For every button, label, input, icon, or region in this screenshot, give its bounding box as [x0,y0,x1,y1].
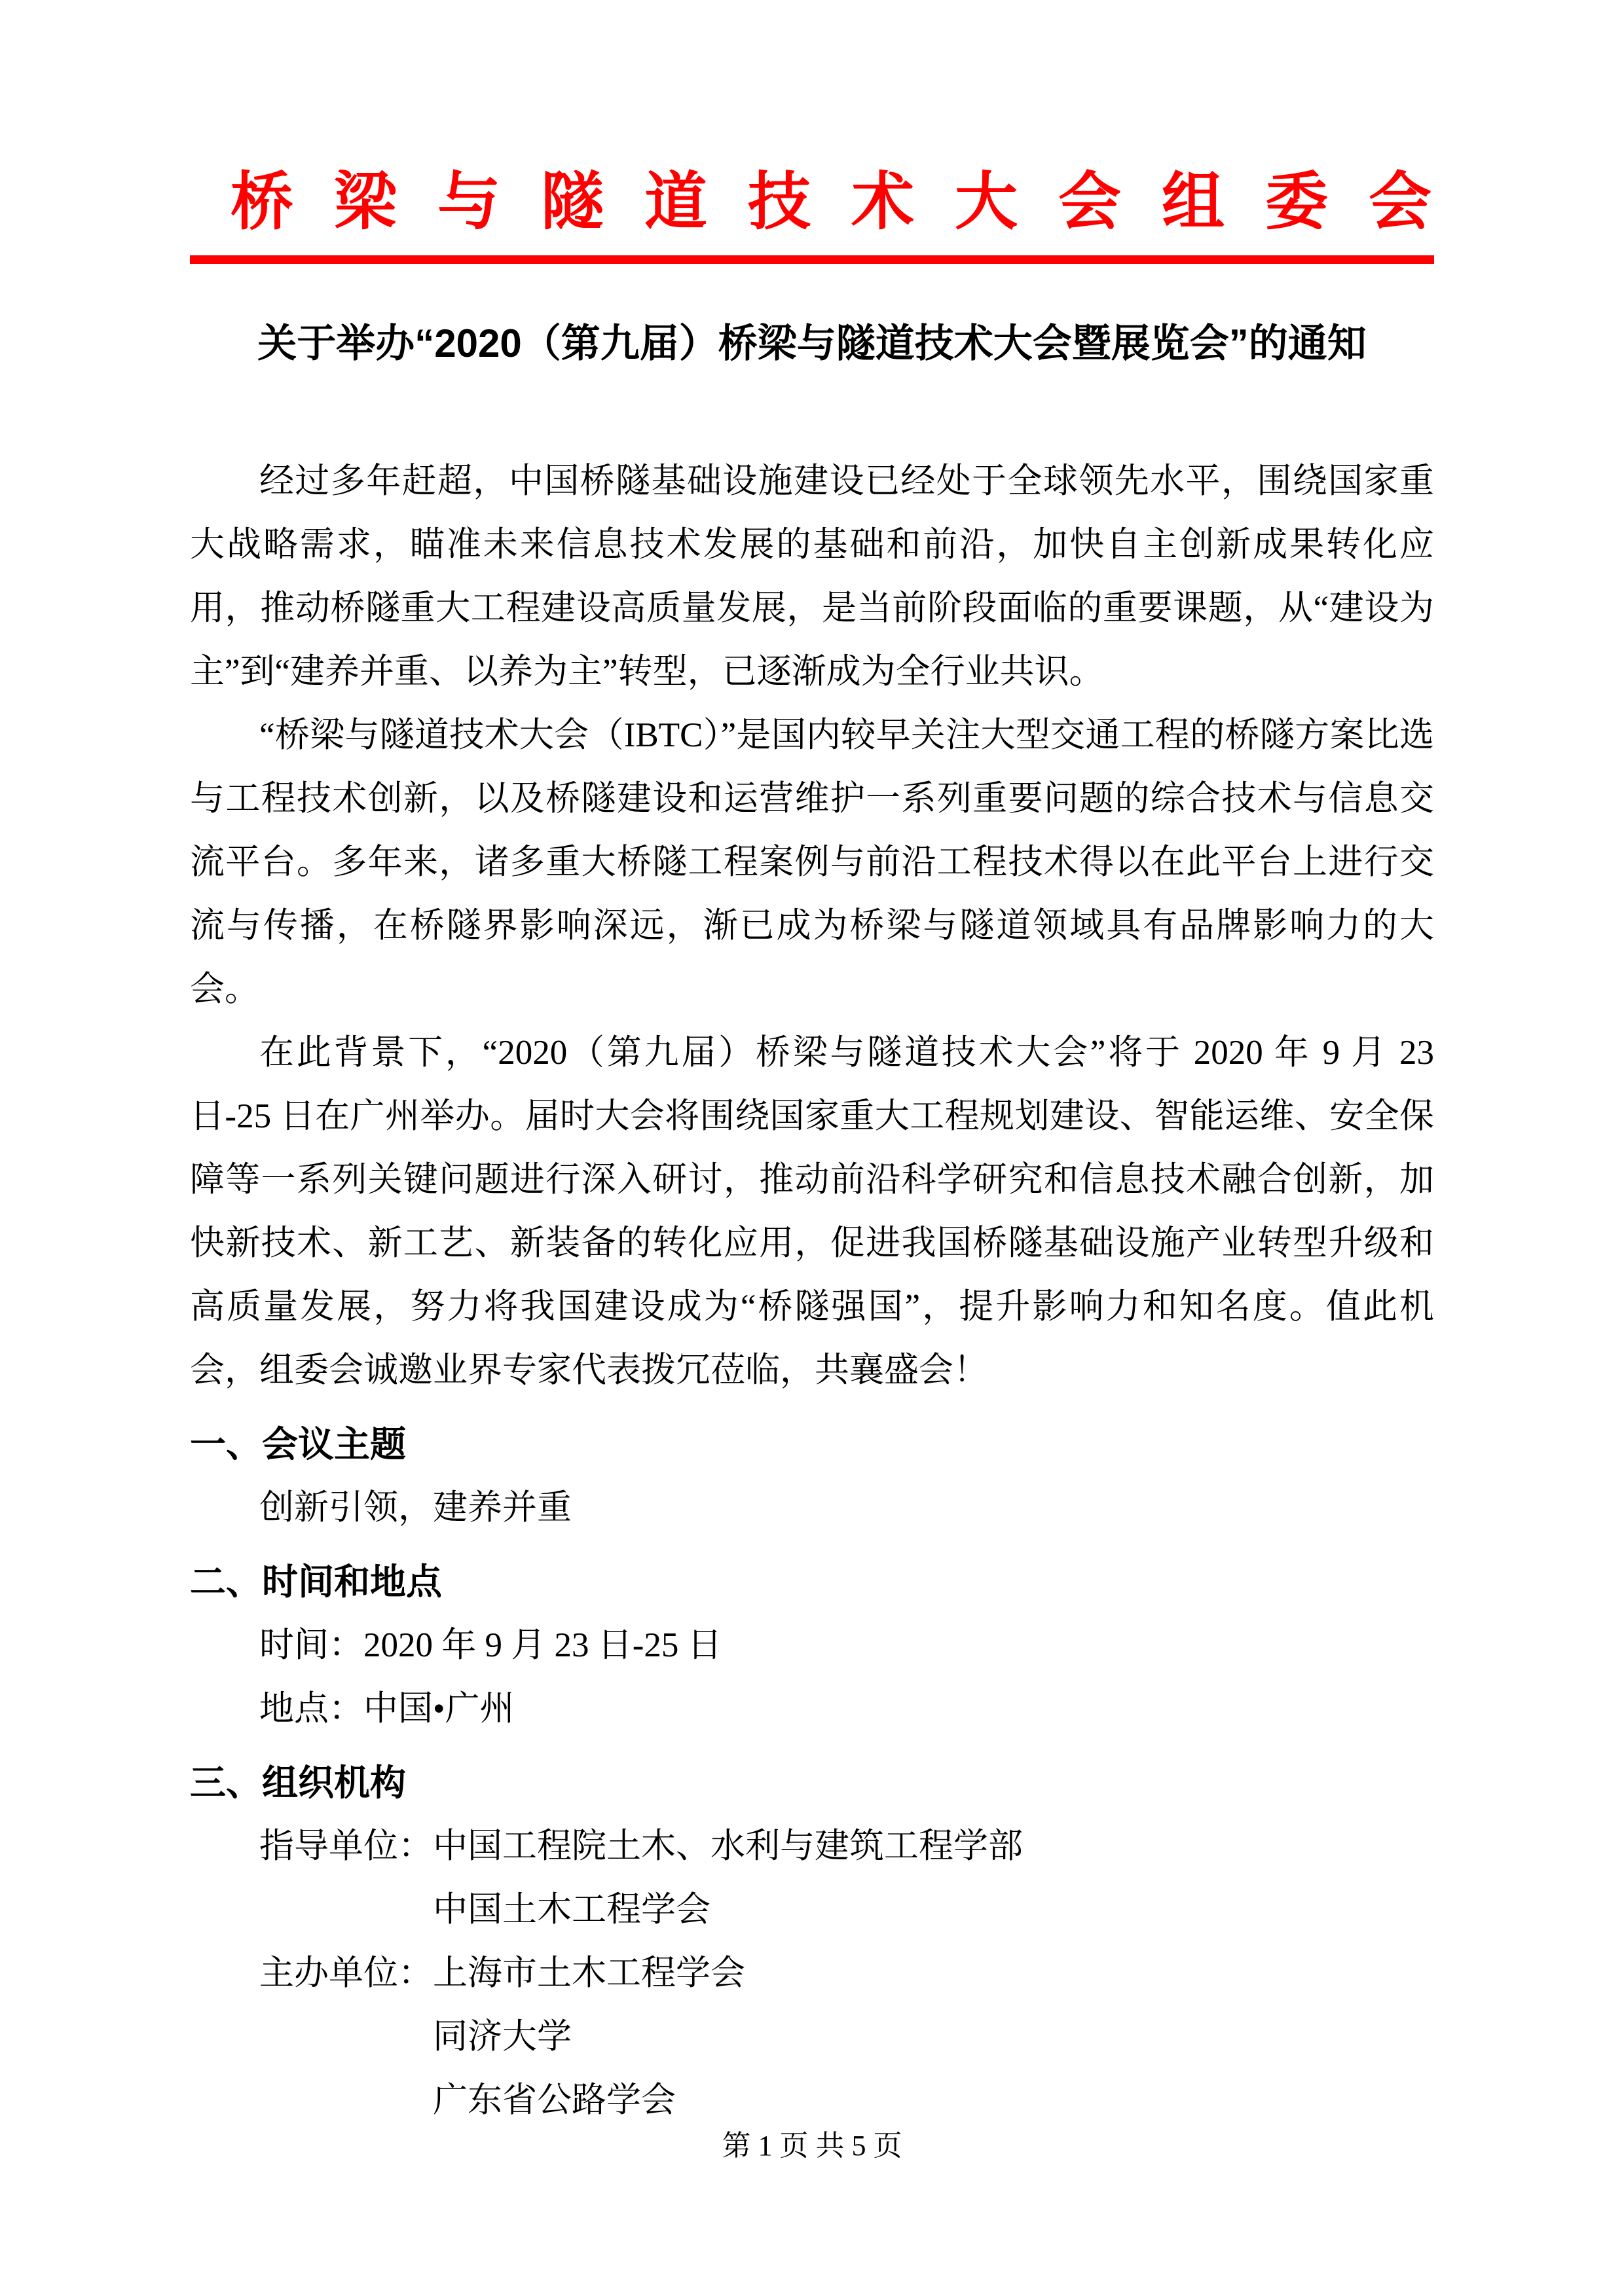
org-row-guiding-unit [190,1815,1434,1878]
page-content [0,162,1624,2132]
org-value-guiding-unit-1: 中国工程院土木、水利与建筑工程学部 [433,1827,1023,1865]
section-heading-1-conference-theme: 一、会议主题 [190,1425,407,1465]
letterhead-rule [190,255,1434,264]
section-heading-2-time-and-place: 二、时间和地点 [190,1562,443,1602]
org-row-host-unit [190,1942,1434,2005]
paragraph-3: 在此背景下，“2020（第九届）桥梁与隧道技术大会”将于 2020 年 9 月 23 日-25 日在广州举办。届时大会将围绕国家重大工程规划建设、智能运维、安全保障等一系列关键问题进行深入研讨，推动前沿科学研究和信息技术融合创新，加快新技术、新工艺、新装备的转化应用，促进我国桥隧基础设施产业转型升级和高质量发展，努力将我国建设成为“桥隧强国”，提升影响力和知名度。值此机会，组委会诚邀业界专家代表拨冗莅临，共襄盛会！ [190,1034,1434,1389]
page-footer: 第 1 页 共 5 页 [722,2130,902,2162]
document-body [190,450,1434,2132]
org-value-host-unit-1: 上海市土木工程学会 [433,1954,745,1992]
place-line: 地点：中国•广州 [259,1690,515,1728]
section-heading-3-organization: 三、组织机构 [190,1763,407,1803]
org-value-guiding-unit-2: 中国土木工程学会 [433,1891,710,1929]
letterhead [190,162,1472,264]
conference-theme-line: 创新引领，建养并重 [259,1489,572,1527]
org-value-host-unit-2: 同济大学 [433,2018,572,2056]
paragraph-2: “桥梁与隧道技术大会（IBTC）”是国内较早关注大型交通工程的桥隧方案比选与工程技术创新，以及桥隧建设和运营维护一系列重要问题的综合技术与信息交流平台。多年来，诸多重大桥隧工程案例与前沿工程技术得以在此平台上进行交流与传播，在桥隧界影响深远，渐已成为桥梁与隧道领域具有品牌影响力的大会。 [190,716,1434,1008]
org-value-host-unit-3: 广东省公路学会 [433,2081,676,2119]
org-label-guiding-unit: 指导单位： [259,1827,433,1865]
paragraph-1: 经过多年赶超，中国桥隧基础设施建设已经处于全球领先水平，围绕国家重大战略需求，瞄准未来信息技术发展的基础和前沿，加快自主创新成果转化应用，推动桥隧重大工程建设高质量发展，是当前阶段面临的重要课题，从“建设为主”到“建养并重、以养为主”转型，已逐渐成为全行业共识。 [190,462,1434,691]
time-line: 时间：2020 年 9 月 23 日-25 日 [259,1626,722,1664]
doc-title: 关于举办“2020（第九届）桥梁与隧道技术大会暨展览会”的通知 [257,321,1367,365]
org-label-host-unit: 主办单位： [259,1954,433,1992]
letterhead-title: 桥梁与隧道技术大会组委会 [231,167,1472,237]
